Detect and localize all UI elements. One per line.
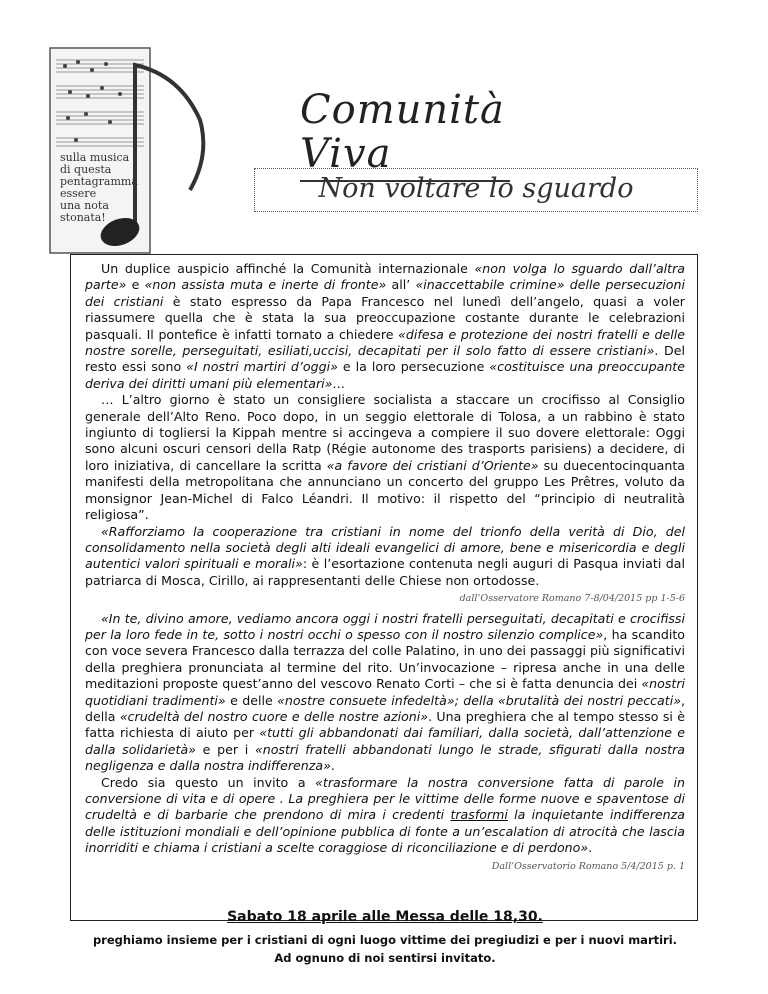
quote: «nostri quotidiani tradimenti» bbox=[85, 676, 685, 708]
text: . bbox=[330, 758, 335, 774]
text: su duecentocinquanta manifesti della metropolitana che annunciano un concerto del gruppo Les Prêtres, voluto da monsignor Jean-Michel di Falco Léandri. Il motivo: il rispetto del “principio di neutralità religiosa”. bbox=[85, 457, 685, 523]
quote: «crudeltà del nostro cuore e delle nostre azioni» bbox=[119, 708, 429, 724]
paragraph-4 bbox=[85, 611, 685, 775]
quote: «non assista muta e inerte di fronte» bbox=[144, 277, 387, 293]
quote: «a favore dei cristiani d’Oriente» bbox=[326, 457, 539, 473]
logo-text-line: una nota bbox=[60, 199, 109, 212]
quote: «difesa e protezione dei nostri fratelli e delle nostre sorelle, perseguitati, esiliati,uccisi, decapitati per il solo fatto di essere cristiani» bbox=[85, 326, 685, 359]
text: e la loro persecuzione bbox=[337, 359, 490, 375]
logo-text-line: sulla musica bbox=[60, 151, 130, 164]
masthead-title: Comunità Viva bbox=[300, 87, 505, 177]
subtitle-box bbox=[254, 168, 698, 212]
quote: «nostre consuete infedeltà»; della «brutalità dei nostri peccati» bbox=[277, 692, 681, 708]
source-citation-2: Dall’Osservatorio Romano 5/4/2015 p. 1 bbox=[491, 860, 685, 872]
text: Credo sia questo un invito a bbox=[101, 774, 316, 790]
text: Un duplice auspicio affinché la Comunità internazionale bbox=[101, 261, 475, 276]
paragraph-2 bbox=[85, 392, 685, 523]
text: e bbox=[126, 277, 145, 293]
quote: «inaccettabile crimine» delle persecuzioni dei cristiani bbox=[85, 277, 685, 309]
text: … L’altro giorno è stato un consigliere socialista a staccare un crocifisso al Consiglio generale dell’Alto Reno. Poco dopo, in un seggio elettorale di Tolosa, a un rabbino è stato ingiunto di togliersi la Kippah mentre si accingeva a compiere il suo dovere elettorale: Oggi sono alcuni oscuri censori della Ratp (Régie autonome des trasports parisiens) a decidere, di loro iniziativa, di cancellare la scritta bbox=[85, 392, 685, 473]
text: all’ bbox=[386, 277, 416, 293]
quote: «nostri fratelli abbandonati lungo le strade, sfigurati dalla nostra negligenza e dalla nostra indifferenza» bbox=[85, 741, 685, 774]
footer-announcement bbox=[85, 909, 685, 967]
text: . bbox=[588, 840, 593, 856]
quote: «costituisce una preoccupante deriva dei diritti umani più elementari» bbox=[85, 359, 685, 391]
quote: «non volga lo sguardo dall’altra parte» bbox=[85, 261, 685, 293]
footer-line-2: Ad ognuno di noi sentirsi invitato. bbox=[274, 951, 496, 966]
text: : è l’esortazione contenuta negli auguri di Pasqua inviati dal patriarca di Mosca, Cirillo, ai rappresentanti delle Chiese non ortodosse. bbox=[85, 556, 685, 588]
page-subtitle: Non voltare lo sguardo bbox=[318, 173, 634, 204]
source-citation-1: dall’Osservatore Romano 7-8/04/2015 pp 1-5-6 bbox=[459, 593, 685, 605]
paragraph-1 bbox=[85, 261, 685, 392]
event-heading: Sabato 18 aprile alle Messa delle 18,30. bbox=[227, 909, 543, 926]
text: , ha scandito con voce severa Francesco dalla terrazza del colle Palatino, in uno dei passaggi più significativi della preghiera pronunciata al termine del rito. Un’invocazione – ripresa anche in una delle meditazioni proposte quest’anno del vescovo Renato Corti – che si è fatta denuncia dei bbox=[85, 626, 686, 692]
logo bbox=[40, 40, 230, 270]
underlined-word: trasformi bbox=[450, 807, 508, 823]
text: . Una preghiera che al tempo stesso si è fatta richiesta di aiuto per bbox=[85, 708, 685, 741]
quote: «tutti gli abbandonati dai familiari, dalla società, dall’attenzione e dalla solidarietà» bbox=[85, 725, 686, 757]
logo-text-line: stonata! bbox=[60, 211, 106, 224]
quote: «Rafforziamo la cooperazione tra cristiani in nome del trionfo della verità di Dio, del consolidamento nella società degli alti ideali evangelici di amore, bene e misericordia e degli autentici valori spirituali e morali» bbox=[85, 523, 685, 572]
logo-text-line: essere bbox=[60, 187, 97, 200]
quote: «In te, divino amore, vediamo ancora oggi i nostri fratelli perseguitati, decapitati e crocifissi per la loro fede in te, sotto i nostri occhi o spesso con il nostro silenzio complice» bbox=[85, 610, 685, 642]
article-box bbox=[70, 254, 698, 966]
text: . Del resto essi sono bbox=[85, 343, 685, 375]
text: e delle bbox=[225, 692, 278, 708]
text: … bbox=[332, 375, 346, 391]
text: e per i bbox=[195, 741, 255, 757]
text: è stato espresso da Papa Francesco nel lunedì dell’angelo, quasi a voler riassumere quella che è stata la sua preoccupazione costante durante le celebrazioni pasquali. Il pontefice è infatti tornato a chiedere bbox=[85, 293, 685, 342]
logo-text-line: pentagramma bbox=[60, 175, 138, 188]
logo-text-line: di questa bbox=[60, 163, 112, 176]
quote: «I nostri martiri d’oggi» bbox=[186, 359, 338, 375]
footer-line-1: preghiamo insieme per i cristiani di ogni luogo vittime dei pregiudizi e per i nuovi martiri. bbox=[92, 933, 678, 948]
paragraph-3 bbox=[85, 524, 685, 590]
text: , della bbox=[85, 692, 685, 724]
paragraph-5 bbox=[85, 775, 685, 857]
quote: «trasformare la nostra conversione fatta di parole in conversione di vita e di opere . La preghiera per le vittime delle forme nuove e spaventose di crudeltà e di barbarie che prendono di mira i credenti bbox=[85, 774, 685, 823]
quote: la inquietante indifferenza delle istituzioni mondiali e dell’opinione pubblica di fonte a un’escalation di atrocità che lascia inorriditi e chiama i cristiani a scelte coraggiose di riconciliazione e di perdono» bbox=[85, 807, 685, 856]
